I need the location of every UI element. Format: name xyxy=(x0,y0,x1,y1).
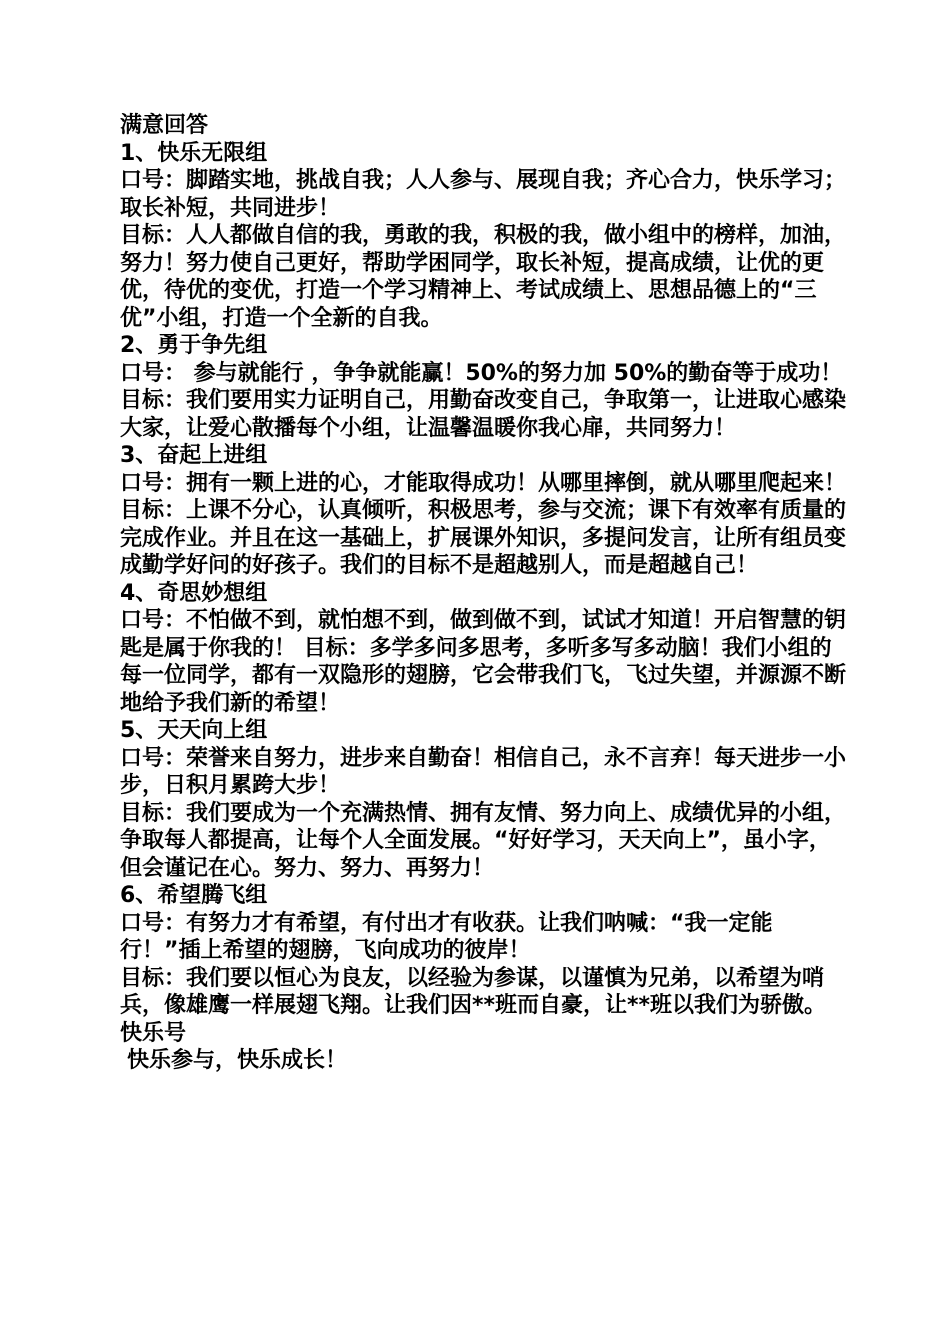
group-goal: 目标：上课不分心，认真倾听，积极思考，参与交流；课下有效率有质量的完成作业。并且在这一基础上，扩展课外知识，多提问发言，让所有组员变成勤学好问的好孩子。我们的目标不是超越别人，而是超越自己！ xyxy=(120,498,847,578)
group-section-6 xyxy=(117,882,847,1020)
group-heading: 3、奋起上进组 xyxy=(120,443,268,468)
group-heading: 1、快乐无限组 xyxy=(120,140,268,166)
group-section-4 xyxy=(117,580,847,718)
group-goal: 目标：我们要以恒心为良友，以经验为参谋，以谨慎为兄弟，以希望为哨兵，像雄鹰一样展翅飞翔。让我们因**班而自豪，让**班以我们为骄傲。 xyxy=(120,965,827,1018)
group-section-2 xyxy=(117,332,847,442)
group-heading: 5、天天向上组 xyxy=(120,718,268,743)
group-slogan: 口号：拥有一颗上进的心，才能取得成功！从哪里摔倒，就从哪里爬起来！ xyxy=(120,470,847,496)
group-heading: 6、希望腾飞组 xyxy=(120,883,268,908)
footer-text: 快乐参与，快乐成长！ xyxy=(127,1048,348,1073)
group-section-1 xyxy=(117,140,847,333)
group-heading: 2、勇于争先组 xyxy=(120,333,268,358)
document-title: 满意回答 xyxy=(120,113,209,138)
group-goal: 目标：人人都做自信的我，勇敢的我，积极的我，做小组中的榜样，加油，努力！努力使自己更好，帮助学困同学，取长补短，提高成绩，让优的更优，待优的变优，打造一个学习精神上、考试成绩上、思想品德上的“三优”小组，打造一个全新的自我。 xyxy=(120,223,847,331)
group-goal: 目标：我们要成为一个充满热情、拥有友情、努力向上、成绩优异的小组，争取每人都提高，让每个人全面发展。“好好学习，天天向上”，虽小字，但会谨记在心。努力、努力、再努力！ xyxy=(120,800,847,881)
document-page xyxy=(117,112,847,1075)
group-section-3 xyxy=(117,442,847,580)
group-goal: 目标：我们要用实力证明自己，用勤奋改变自己，争取第一，让进取心感染大家，让爱心散播每个小组，让温馨温暖你我心扉，共同努力！ xyxy=(120,388,847,441)
group-section-5 xyxy=(117,717,847,882)
group-slogan: 口号：有努力才有希望，有付出才有收获。让我们呐喊：“我一定能行！”插上希望的翅膀，飞向成功的彼岸！ xyxy=(120,910,773,963)
group-slogan: 口号：不怕做不到，就怕想不到，做到做不到，试试才知道！开启智慧的钥匙是属于你我的！ 目标：多学多问多思考，多听多写多动脑！我们小组的每一位同学，都有一双隐形的翅膀，它会带我们飞，飞过失望，并源源不断地给予我们新的希望！ xyxy=(120,608,847,716)
group-slogan: 口号： 参与就能行 ，争争就能赢！50%的努力加 50%的勤奋等于成功！ xyxy=(120,360,843,386)
footer-heading: 快乐号 xyxy=(120,1020,187,1046)
group-slogan: 口号：脚踏实地，挑战自我；人人参与、展现自我；齐心合力，快乐学习；取长补短，共同进步！ xyxy=(120,168,847,221)
group-slogan: 口号：荣誉来自努力，进步来自勤奋！相信自己，永不言弃！每天进步一小步，日积月累跨大步！ xyxy=(120,745,847,798)
group-heading: 4、奇思妙想组 xyxy=(120,580,268,606)
